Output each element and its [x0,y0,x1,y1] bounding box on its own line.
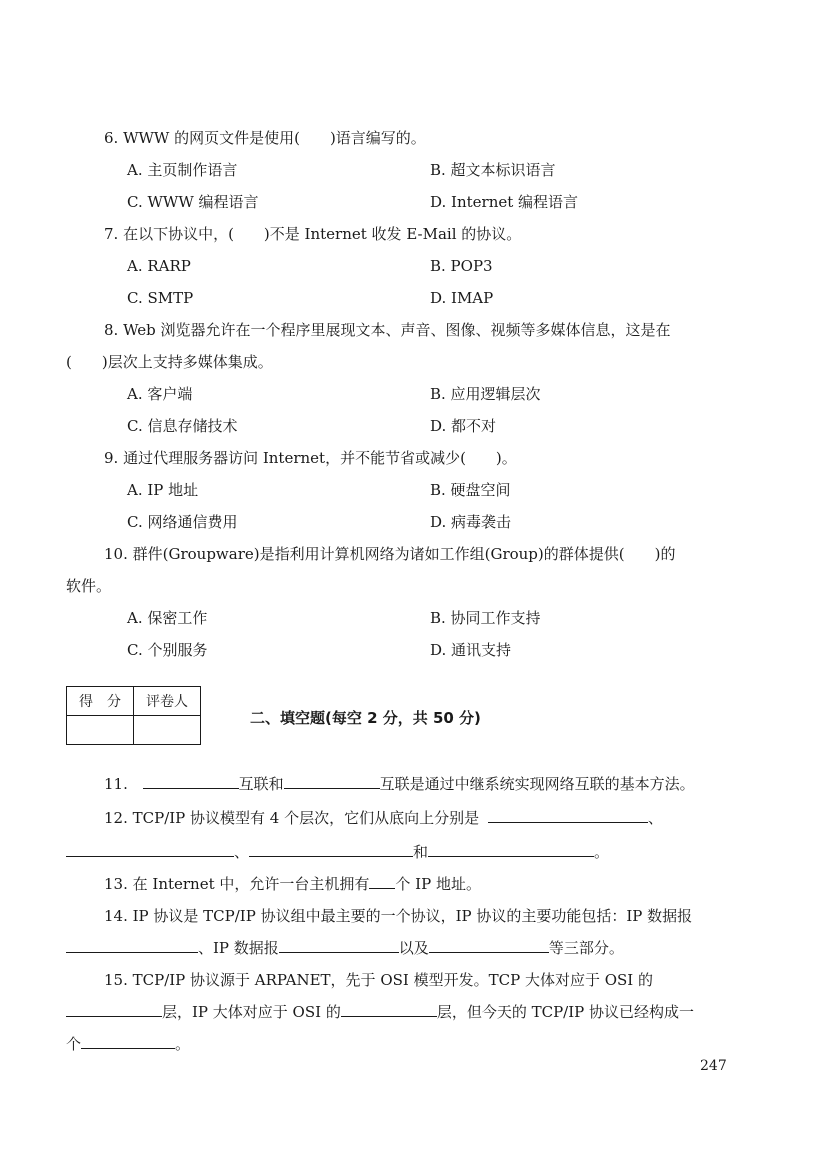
question-12-stem: 12. TCP/IP 协议模型有 4 个层次，它们从底向上分别是 [104,809,480,827]
question-8-option-b: B. 应用逻辑层次 [430,385,541,403]
question-8-stem: 8. Web 浏览器允许在一个程序里展现文本、声音、图像、视频等多媒体信息，这是在 [104,321,671,339]
question-8-option-a: A. 客户端 [127,385,193,403]
question-10-option-c: C. 个别服务 [127,641,208,659]
question-6-stem: 6. WWW 的网页文件是使用( )语言编写的。 [104,129,426,147]
question-6-option-c: C. WWW 编程语言 [127,193,259,211]
question-12-blank-1 [488,808,648,823]
question-11-blank-2 [284,774,380,789]
question-9-stem: 9. 通过代理服务器访问 Internet，并不能节省或减少( )。 [104,449,517,467]
question-7-stem: 7. 在以下协议中，( )不是 Internet 收发 E-Mail 的协议。 [104,225,522,243]
section-title: 二、填空题(每空 2 分，共 50 分) [250,709,481,727]
question-10-stem: 10. 群件(Groupware)是指利用计算机网络为诸如工作组(Group)的群体提供( )的 [104,545,676,563]
question-12-separator-2: 、 [234,843,250,861]
question-12-end: 。 [594,843,610,861]
question-14-part1: 、IP 数据报 [198,939,279,957]
question-10-option-b: B. 协同工作支持 [430,609,541,627]
question-7-option-c: C. SMTP [127,289,194,307]
question-11 [104,774,695,794]
question-13-part1: 13. 在 Internet 中，允许一台主机拥有 [104,875,370,893]
question-12-and: 和 [413,843,429,861]
question-15-part3: 个 [66,1035,82,1053]
question-7-option-a: A. RARP [127,257,191,275]
question-12-line-2 [66,842,609,862]
question-6-option-a: A. 主页制作语言 [127,161,238,179]
question-12-blank-4 [428,842,594,857]
question-10-stem-continued: 软件。 [66,577,112,595]
question-15-line-2 [66,1002,694,1022]
score-cell [67,716,134,745]
question-9-option-b: B. 硬盘空间 [430,481,511,499]
question-8-option-c: C. 信息存储技术 [127,417,238,435]
question-9-option-c: C. 网络通信费用 [127,513,238,531]
question-14-blank-1 [66,938,198,953]
question-14-part3: 等三部分。 [548,939,624,957]
question-15-part4: 。 [175,1035,191,1053]
question-14-part2: 以及 [398,939,429,957]
question-14-blank-3 [429,938,549,953]
question-7-option-b: B. POP3 [430,257,493,275]
question-11-number: 11. [104,775,128,793]
question-6-option-d: D. Internet 编程语言 [430,193,579,211]
question-6-option-b: B. 超文本标识语言 [430,161,556,179]
question-10-option-d: D. 通讯支持 [430,641,512,659]
score-table [66,686,201,745]
reviewer-label: 评卷人 [134,687,201,716]
question-15-blank-1 [66,1002,162,1017]
page-number: 247 [700,1058,727,1074]
question-15-line-3 [66,1034,190,1054]
question-11-part1: 互联和 [238,775,284,793]
question-11-blank-1 [143,774,239,789]
question-14-blank-2 [279,938,399,953]
question-14-line-1: 14. IP 协议是 TCP/IP 协议组中最主要的一个协议，IP 协议的主要功能包括：IP 数据报 [104,907,693,925]
question-7-option-d: D. IMAP [430,289,494,307]
question-13-part2: 个 IP 地址。 [395,875,481,893]
question-13-blank [369,874,395,889]
question-10-option-a: A. 保密工作 [127,609,208,627]
question-15-part2: 层，但今天的 TCP/IP 协议已经构成一 [436,1003,695,1021]
question-12-line-1 [104,808,663,828]
question-12-blank-2 [66,842,234,857]
question-13 [104,874,481,894]
reviewer-cell [134,716,201,745]
score-label: 得 分 [67,687,134,716]
question-15-blank-2 [341,1002,437,1017]
question-9-option-d: D. 病毒袭击 [430,513,512,531]
question-8-stem-continued: ( )层次上支持多媒体集成。 [66,353,273,371]
question-15-blank-3 [81,1034,175,1049]
question-15-part1: 层，IP 大体对应于 OSI 的 [162,1003,341,1021]
question-15-line-1: 15. TCP/IP 协议源于 ARPANET，先于 OSI 模型开发。TCP 大体对应于 OSI 的 [104,971,653,989]
question-11-part2: 互联是通过中继系统实现网络互联的基本方法。 [379,775,695,793]
question-14-line-2 [66,938,624,958]
question-9-option-a: A. IP 地址 [127,481,199,499]
question-12-blank-3 [249,842,413,857]
question-12-separator-1: 、 [647,809,663,827]
question-8-option-d: D. 都不对 [430,417,497,435]
